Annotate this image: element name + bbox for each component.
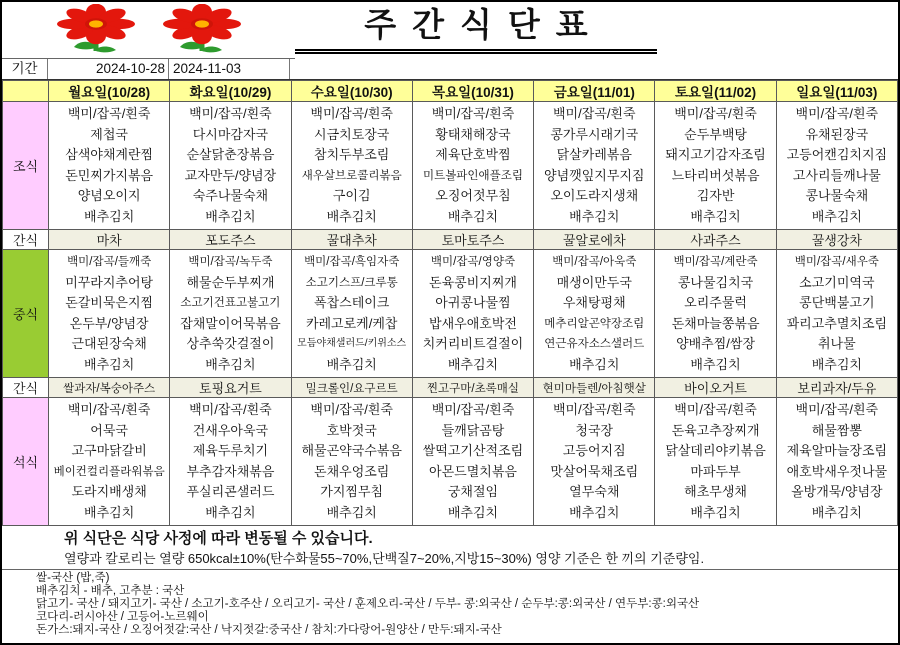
menu-item: 해초무생채 [684,484,747,499]
menu-item: 취나물 [818,336,856,351]
snack-cell: 꿀생강차 [776,230,897,250]
snack-cell: 포도주스 [170,230,291,250]
menu-item: 백미/잡곡/흰죽 [674,106,757,121]
menu-item: 제육알마늘장조림 [786,443,888,458]
menu-item: 모듬야채샐러드/키위소스 [297,338,407,349]
menu-item: 꽈리고추멸치조림 [786,315,888,331]
menu-item: 매생이만두국 [556,274,632,290]
menu-item: 콩단백불고기 [799,295,875,310]
menu-item: 소고기건표고불고기 [180,297,281,309]
menu-item: 부추감자채볶음 [186,463,275,479]
day-header: 수요일(10/30) [291,81,412,102]
menu-item: 배추김치 [811,504,862,520]
day-header: 일요일(11/03) [776,81,897,102]
menu-item: 열무숙채 [569,484,620,499]
menu-item: 푸실리콘샐러드 [186,484,275,499]
snack-cell: 토마토주스 [412,230,533,250]
menu-item: 배추김치 [326,504,377,520]
menu-item: 백미/잡곡/흰죽 [310,106,393,121]
menu-item: 콩나물숙채 [805,188,869,203]
day-header: 토요일(11/02) [655,81,776,102]
menu-item: 배추김치 [326,356,377,372]
menu-item: 베이컨컬리플라워볶음 [53,465,165,478]
menu-item: 삼색야채계란찜 [65,147,154,162]
menu-item: 백미/잡곡/흰죽 [795,402,879,417]
menu-item: 도라지배생채 [71,484,147,499]
menu-item: 미트볼파인애플조림 [422,169,523,182]
menu-item: 아귀콩나물찜 [435,295,511,310]
origin-line: 코다리-러시아산 / 고등어-노르웨이 [36,611,209,623]
menu-item: 백미/잡곡/녹두죽 [188,256,273,268]
menu-item: 배추김치 [569,356,620,372]
origin-line: 닭고기- 국산 / 돼지고기- 국산 / 소고기-호주산 / 오리고기- 국산 / 훈제오리-국산 / 두부- 콩:외국산 / 순두부:콩:외국산 / 연두부:콩:외국산 [36,598,700,610]
menu-item: 배추김치 [690,356,741,372]
menu-item: 순살닭춘장볶음 [186,147,275,162]
menu-item: 돈육고추장찌개 [671,422,760,438]
menu-item: 배추김치 [84,208,135,224]
snack-cell: 쌀과자/복숭아주스 [49,378,170,398]
meal-cell [655,250,776,378]
snack-cell: 마차 [49,230,170,250]
meal-cell [776,250,897,378]
origin-line: 쌀-국산 (밥,죽) [36,572,110,584]
snack-cell: 바이오거트 [655,378,776,398]
menu-item: 배추김치 [326,208,377,224]
menu-item: 돈민찌가지볶음 [65,167,154,183]
menu-item: 오징어젓무침 [435,188,511,203]
menu-item: 배추김치 [84,504,135,520]
menu-table [2,80,898,526]
menu-item: 잡채말이어묵볶음 [180,315,281,331]
menu-item: 쌀떡고기산적조림 [422,443,524,458]
menu-item: 배추김치 [205,208,256,224]
menu-item: 온두부/양념장 [69,315,149,331]
menu-item: 카레고로케/케찹 [305,315,398,331]
menu-item: 올방개묵/양념장 [791,484,883,499]
flower-icon [154,4,250,56]
note-variability: 위 식단은 식당 사정에 따라 변동될 수 있습니다. [64,530,373,547]
menu-item: 양념오이지 [77,188,141,203]
menu-item: 해물순두부찌개 [186,274,275,290]
flower-icon [48,4,144,56]
menu-item: 닭살데리야키볶음 [665,443,766,458]
menu-item: 고등어지짐 [562,443,626,458]
snack-cell: 밀크롤인/요구르트 [291,378,412,398]
meal-cell [49,102,170,230]
menu-item: 맛살어묵채조림 [550,463,639,479]
menu-item: 배추김치 [811,356,862,372]
menu-item: 고구마닭갈비 [71,443,147,458]
menu-item: 콩가루시래기국 [550,126,639,142]
menu-item: 가지찜무침 [320,484,384,499]
menu-item: 우채탕평채 [562,295,626,310]
menu-item: 백미/잡곡/흰죽 [189,402,272,417]
menu-item: 배추김치 [447,356,499,372]
snack-row [3,230,898,250]
menu-item: 김자반 [696,188,735,203]
snack-cell: 찐고구마/초록매실 [412,378,533,398]
meal-cell [534,102,655,230]
menu-item: 백미/잡곡/흰죽 [552,402,636,417]
top-spacer [657,2,898,59]
menu-item: 유채된장국 [805,126,869,142]
top-row [2,2,898,59]
menu-item: 해물곤약국수볶음 [301,443,402,458]
origin-section [2,569,898,643]
title-cell [295,2,657,54]
menu-item: 배추김치 [205,504,256,520]
row-label: 간식 [3,230,49,250]
day-header: 월요일(10/28) [49,81,170,102]
menu-item: 교자만두/양념장 [184,167,277,183]
day-header: 금요일(11/01) [534,81,655,102]
snack-cell: 꿀대추차 [291,230,412,250]
menu-item: 시금치토장국 [314,126,390,142]
menu-item: 백미/잡곡/영양죽 [430,256,516,268]
menu-item: 양념깻잎지무지짐 [544,167,645,183]
menu-item: 백미/잡곡/흰죽 [552,106,636,121]
meal-cell [412,250,533,378]
meal-row [3,102,898,230]
day-header: 화요일(10/29) [170,81,291,102]
menu-item: 백미/잡곡/흰죽 [310,402,393,417]
menu-item: 배추김치 [690,504,741,520]
menu-item: 양배추찜/쌈장 [676,336,756,351]
menu-item: 구이김 [332,188,371,203]
menu-item: 밥새우애호박전 [429,315,517,331]
menu-item: 건새우아욱국 [192,422,269,438]
period-spacer [290,59,898,79]
meal-row [3,250,898,378]
menu-item: 백미/잡곡/흰죽 [67,402,151,417]
row-label: 석식 [3,398,49,526]
menu-item: 백미/잡곡/들깨죽 [67,256,152,268]
menu-item: 고등어캔김치지짐 [786,147,888,162]
menu-item: 어묵국 [90,422,128,438]
menu-item: 백미/잡곡/흰죽 [431,402,515,417]
meal-cell [170,250,291,378]
row-label: 중식 [3,250,49,378]
menu-item: 참치두부조림 [314,147,390,162]
menu-item: 배추김치 [811,208,862,224]
menu-table-body [3,102,898,526]
menu-item: 애호박새우젓나물 [786,463,888,479]
menu-item: 백미/잡곡/흰죽 [67,106,151,121]
meal-cell [291,398,412,526]
menu-item: 배추김치 [205,356,256,372]
snack-cell: 현미마들렌/아침햇살 [534,378,655,398]
meal-cell [412,102,533,230]
period-row [2,59,898,80]
meal-cell [49,398,170,526]
menu-item: 배추김치 [569,504,620,520]
menu-item: 느타리버섯볶음 [671,167,760,183]
menu-item: 청국장 [575,422,614,438]
menu-item: 제육단호박찜 [435,147,511,162]
meal-cell [776,398,897,526]
menu-item: 오리주물럭 [684,295,747,310]
meal-row [3,398,898,526]
menu-item: 고사리들깨나물 [792,167,881,183]
menu-item: 해물짬뽕 [811,422,862,438]
meal-cell [291,250,412,378]
menu-item: 배추김치 [569,208,620,224]
menu-item: 돈채우엉조림 [314,463,390,479]
menu-item: 백미/잡곡/흰죽 [189,106,272,121]
note-nutrition: 열량과 칼로리는 열량 650kcal±10%(탄수화물55~70%,단백질7~20%,지방15~30%) 영양 기준은 한 끼의 기준량임. [64,551,705,566]
row-label: 간식 [3,378,49,398]
menu-item: 메추리알곤약장조림 [544,317,645,330]
meal-cell [412,398,533,526]
meal-cell [776,102,897,230]
menu-item: 들깨닭곰탕 [441,422,505,438]
menu-item: 배추김치 [690,208,741,224]
menu-item: 백미/잡곡/흰죽 [795,106,879,121]
meal-cell [534,398,655,526]
menu-item: 숙주나물숙채 [192,188,269,203]
snack-cell: 보리과자/두유 [776,378,897,398]
menu-item: 근대된장숙채 [71,336,147,351]
period-end-date: 2024-11-03 [169,59,290,79]
menu-item: 호박젓국 [326,422,377,438]
menu-item: 황태채해장국 [435,126,511,142]
meal-cell [49,250,170,378]
menu-item: 제육두루치기 [192,443,269,458]
menu-item: 치커리비트걸절이 [422,336,524,351]
menu-item: 돈육콩비지찌개 [429,274,517,290]
snack-cell: 사과주스 [655,230,776,250]
menu-item: 아몬드멸치볶음 [429,463,517,479]
menu-item: 상추쑥갓걸절이 [186,336,275,351]
menu-item: 연근유자소스샐러드 [544,338,645,350]
menu-item: 백미/잡곡/아욱죽 [552,256,637,268]
menu-item: 돈갈비묵은지찜 [65,295,154,310]
menu-item: 배추김치 [447,504,499,520]
period-label: 기간 [2,59,48,79]
menu-item: 미꾸라지추어탕 [65,274,154,290]
menu-item: 순두부백탕 [684,126,747,142]
menu-item: 오이도라지생채 [550,188,639,203]
menu-item: 백미/잡곡/새우죽 [794,256,879,268]
menu-item: 폭찹스테이크 [314,295,390,310]
origin-line: 돈가스:돼지-국산 / 오징어젓갈:국산 / 낙지젓갈:중국산 / 참치:가다랑어-원양산 / 만두:돼지-국산 [36,624,502,636]
meal-cell [534,250,655,378]
menu-item: 궁채절임 [447,484,499,499]
period-start-date: 2024-10-28 [48,59,169,79]
menu-item: 돈채마늘쫑볶음 [671,315,760,331]
meal-cell [170,102,291,230]
notes-section [2,526,898,569]
menu-item: 백미/잡곡/흰죽 [674,402,757,417]
snack-row [3,378,898,398]
page-title: 주간식단표 [364,8,604,44]
menu-item: 콩나물김치국 [677,274,754,290]
menu-item: 백미/잡곡/계란죽 [673,256,758,268]
menu-item: 백미/잡곡/흰죽 [431,106,515,121]
menu-item: 돼지고기감자조림 [665,147,766,162]
corner-cell [3,81,49,102]
snack-cell: 토핑요거트 [170,378,291,398]
meal-cell [655,102,776,230]
origin-line: 배추김치 - 배추, 고추분 : 국산 [36,585,185,597]
menu-item: 새우살브로콜리볶음 [301,169,402,182]
day-header-row [3,81,898,102]
flower-decoration-cell [2,2,295,59]
menu-item: 닭살카레볶음 [556,147,632,162]
meal-cell [655,398,776,526]
menu-item: 마파두부 [690,463,741,479]
meal-cell [291,102,412,230]
menu-item: 배추김치 [84,356,135,372]
menu-item: 소고기미역국 [799,274,875,290]
row-label: 조식 [3,102,49,230]
snack-cell: 꿀알로에차 [534,230,655,250]
meal-cell [170,398,291,526]
menu-item: 백미/잡곡/흑임자죽 [304,256,400,268]
day-header: 목요일(10/31) [412,81,533,102]
menu-item: 제첩국 [90,126,128,142]
menu-item: 다시마감자국 [192,126,269,142]
menu-item: 배추김치 [447,208,499,224]
menu-item: 소고기스프/크루통 [305,276,398,289]
